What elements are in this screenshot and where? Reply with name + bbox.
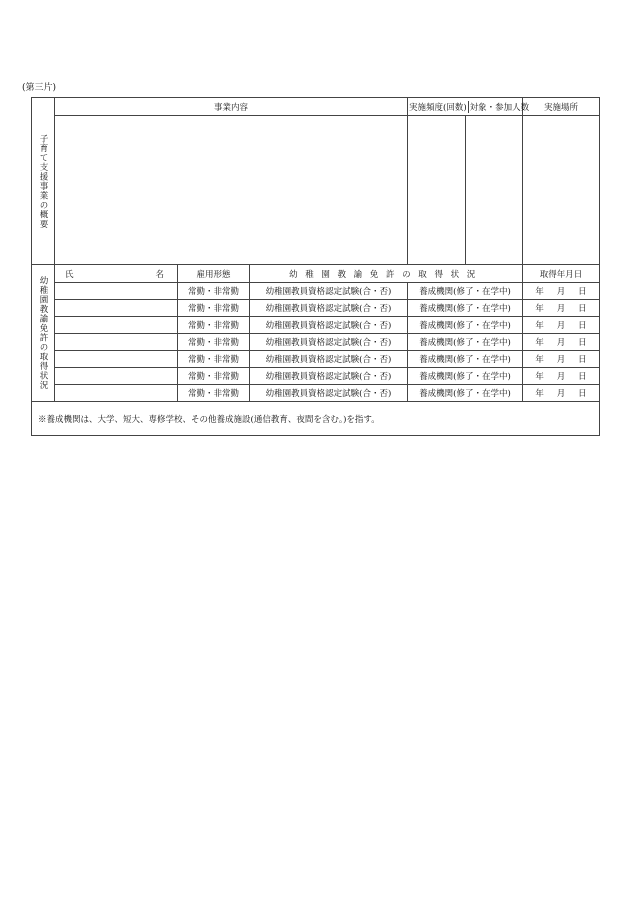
- license-row: [32, 283, 600, 300]
- employment-header: 雇用形態: [178, 265, 250, 283]
- overview-header-row: [32, 98, 600, 116]
- frequency-header-label: 実施頻度(回数): [409, 102, 467, 113]
- month-label: 月: [556, 372, 566, 382]
- institution-option[interactable]: 養成機関(修了・在学中): [408, 317, 523, 334]
- location-header: 実施場所: [523, 98, 600, 116]
- name-field[interactable]: [55, 368, 178, 385]
- exam-option[interactable]: 幼稚園教員資格認定試験(合・否): [250, 334, 408, 351]
- license-row: [32, 385, 600, 402]
- employment-option[interactable]: 常勤・非常勤: [178, 351, 250, 368]
- name-header-right: 名: [155, 269, 164, 280]
- exam-option[interactable]: 幼稚園教員資格認定試験(合・否): [250, 368, 408, 385]
- employment-option[interactable]: 常勤・非常勤: [178, 334, 250, 351]
- note-text: ※養成機関は、大学、短大、専修学校、その他養成施設(通信教育、夜間を含む。)を指す。: [32, 402, 600, 436]
- year-label: 年: [535, 321, 544, 331]
- date-header: 取得年月日: [523, 265, 600, 283]
- date-field[interactable]: [523, 368, 600, 385]
- frequency-header: [408, 98, 530, 116]
- month-label: 月: [556, 389, 566, 399]
- name-field[interactable]: [55, 300, 178, 317]
- year-label: 年: [535, 372, 544, 382]
- exam-option[interactable]: 幼稚園教員資格認定試験(合・否): [250, 300, 408, 317]
- license-row: [32, 351, 600, 368]
- date-field[interactable]: [523, 300, 600, 317]
- license-row: [32, 334, 600, 351]
- overview-side-label-cell: [32, 98, 55, 265]
- license-row: [32, 317, 600, 334]
- exam-option[interactable]: 幼稚園教員資格認定試験(合・否): [250, 317, 408, 334]
- year-label: 年: [535, 355, 544, 365]
- institution-option[interactable]: 養成機関(修了・在学中): [408, 351, 523, 368]
- institution-option[interactable]: 養成機関(修了・在学中): [408, 300, 523, 317]
- day-label: 日: [578, 389, 587, 399]
- license-row: [32, 300, 600, 317]
- page-label: (第三片): [22, 83, 57, 93]
- participants-header: 対象・参加人数: [469, 102, 530, 113]
- day-label: 日: [578, 321, 587, 331]
- institution-option[interactable]: 養成機関(修了・在学中): [408, 368, 523, 385]
- form-table: [31, 97, 600, 436]
- name-field[interactable]: [55, 351, 178, 368]
- institution-option[interactable]: 養成機関(修了・在学中): [408, 283, 523, 300]
- year-label: 年: [535, 304, 544, 314]
- month-label: 月: [556, 287, 566, 297]
- content-field[interactable]: [55, 116, 408, 265]
- employment-option[interactable]: 常勤・非常勤: [178, 317, 250, 334]
- license-row: [32, 368, 600, 385]
- institution-option[interactable]: 養成機関(修了・在学中): [408, 385, 523, 402]
- location-field[interactable]: [523, 116, 600, 265]
- day-label: 日: [578, 355, 587, 365]
- month-label: 月: [556, 338, 566, 348]
- license-status-header: 幼稚園教諭免許の取得状況: [250, 265, 523, 283]
- frequency-field[interactable]: [408, 116, 466, 264]
- day-label: 日: [578, 287, 587, 297]
- date-field[interactable]: [523, 385, 600, 402]
- frequency-participants-field[interactable]: [408, 116, 523, 265]
- day-label: 日: [578, 304, 587, 314]
- date-field[interactable]: [523, 317, 600, 334]
- license-side-label-cell: [32, 265, 55, 402]
- name-header: [55, 265, 178, 283]
- exam-option[interactable]: 幼稚園教員資格認定試験(合・否): [250, 283, 408, 300]
- month-label: 月: [556, 304, 566, 314]
- overview-side-label: 子育て支援事業の概要: [38, 133, 48, 229]
- license-header-row: [32, 265, 600, 283]
- employment-option[interactable]: 常勤・非常勤: [178, 300, 250, 317]
- overview-content-row: [32, 116, 600, 265]
- month-label: 月: [556, 355, 566, 365]
- license-side-label: 幼稚園教諭免許の取得状況: [38, 276, 48, 390]
- name-header-left: 氏: [65, 269, 74, 280]
- month-label: 月: [556, 321, 566, 331]
- year-label: 年: [535, 389, 544, 399]
- note-row: [32, 402, 600, 436]
- day-label: 日: [578, 372, 587, 382]
- year-label: 年: [535, 338, 544, 348]
- exam-option[interactable]: 幼稚園教員資格認定試験(合・否): [250, 351, 408, 368]
- name-field[interactable]: [55, 334, 178, 351]
- institution-option[interactable]: 養成機関(修了・在学中): [408, 334, 523, 351]
- content-header: 事業内容: [55, 98, 408, 116]
- employment-option[interactable]: 常勤・非常勤: [178, 283, 250, 300]
- employment-option[interactable]: 常勤・非常勤: [178, 368, 250, 385]
- name-field[interactable]: [55, 317, 178, 334]
- participants-field[interactable]: [466, 116, 523, 264]
- name-field[interactable]: [55, 385, 178, 402]
- year-label: 年: [535, 287, 544, 297]
- exam-option[interactable]: 幼稚園教員資格認定試験(合・否): [250, 385, 408, 402]
- day-label: 日: [578, 338, 587, 348]
- date-field[interactable]: [523, 334, 600, 351]
- employment-option[interactable]: 常勤・非常勤: [178, 385, 250, 402]
- name-field[interactable]: [55, 283, 178, 300]
- date-field[interactable]: [523, 283, 600, 300]
- date-field[interactable]: [523, 351, 600, 368]
